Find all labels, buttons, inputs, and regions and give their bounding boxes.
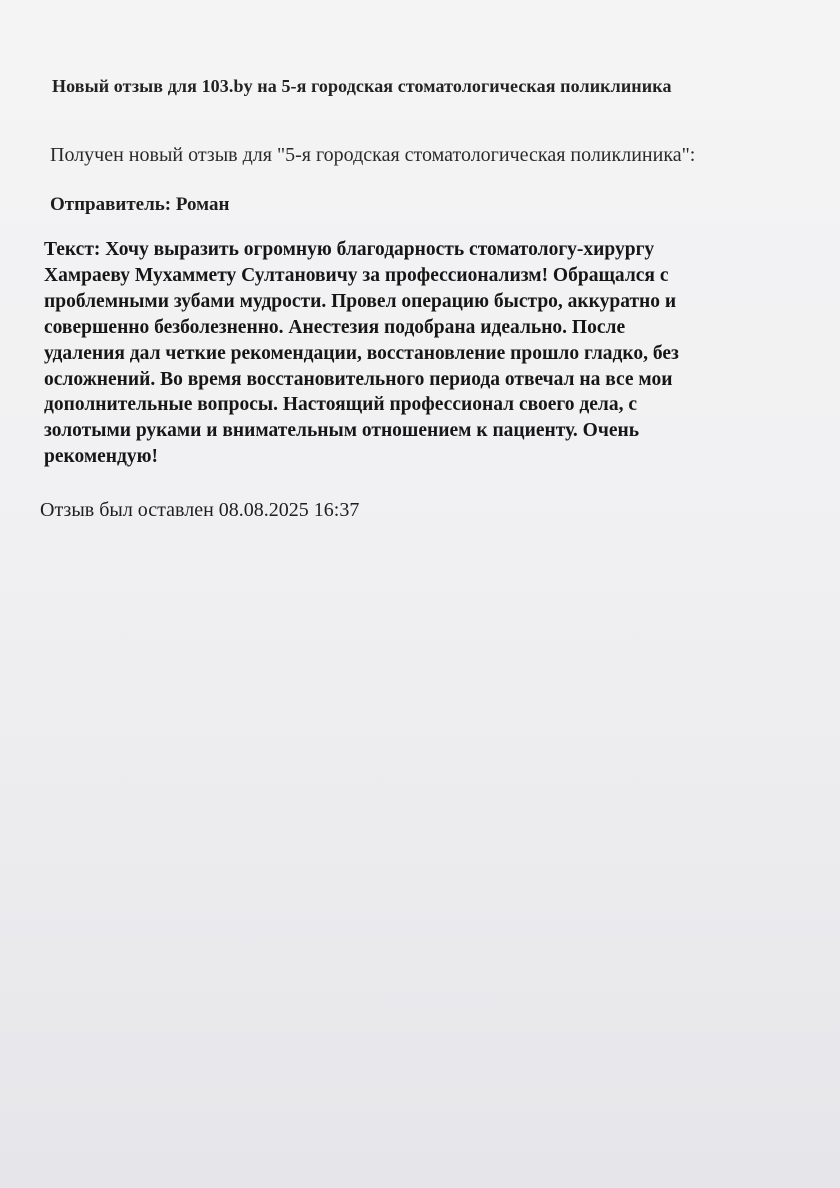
review-line: проблемными зубами мудрости. Провел операцию быстро, аккуратно и <box>44 290 677 312</box>
review-timestamp: Отзыв был оставлен 08.08.2025 16:37 <box>40 499 360 521</box>
review-line: Хамраеву Мухаммету Султановичу за профессионализм! Обращался с <box>44 264 669 286</box>
review-line: дополнительные вопросы. Настоящий профессионал своего дела, с <box>44 394 638 416</box>
review-line: золотыми руками и внимательным отношением к пациенту. Очень <box>44 420 640 442</box>
email-subject: Новый отзыв для 103.by на 5-я городская стоматологическая поликлиника <box>52 76 672 96</box>
review-line: удаления дал четкие рекомендации, восстановление прошло гладко, без <box>44 342 679 364</box>
review-line: совершенно безболезненно. Анестезия подобрана идеально. После <box>44 316 626 338</box>
intro-text: Получен новый отзыв для "5-я городская стоматологическая поликлиника": <box>50 144 696 166</box>
review-line: осложнений. Во время восстановительного периода отвечал на все мои <box>44 368 673 390</box>
review-line: рекомендую! <box>44 446 159 468</box>
review-line: Текст: Хочу выразить огромную благодарность стоматологу-хирургу <box>44 239 655 260</box>
sender-line: Отправитель: Роман <box>50 194 230 215</box>
review-text <box>44 237 820 470</box>
